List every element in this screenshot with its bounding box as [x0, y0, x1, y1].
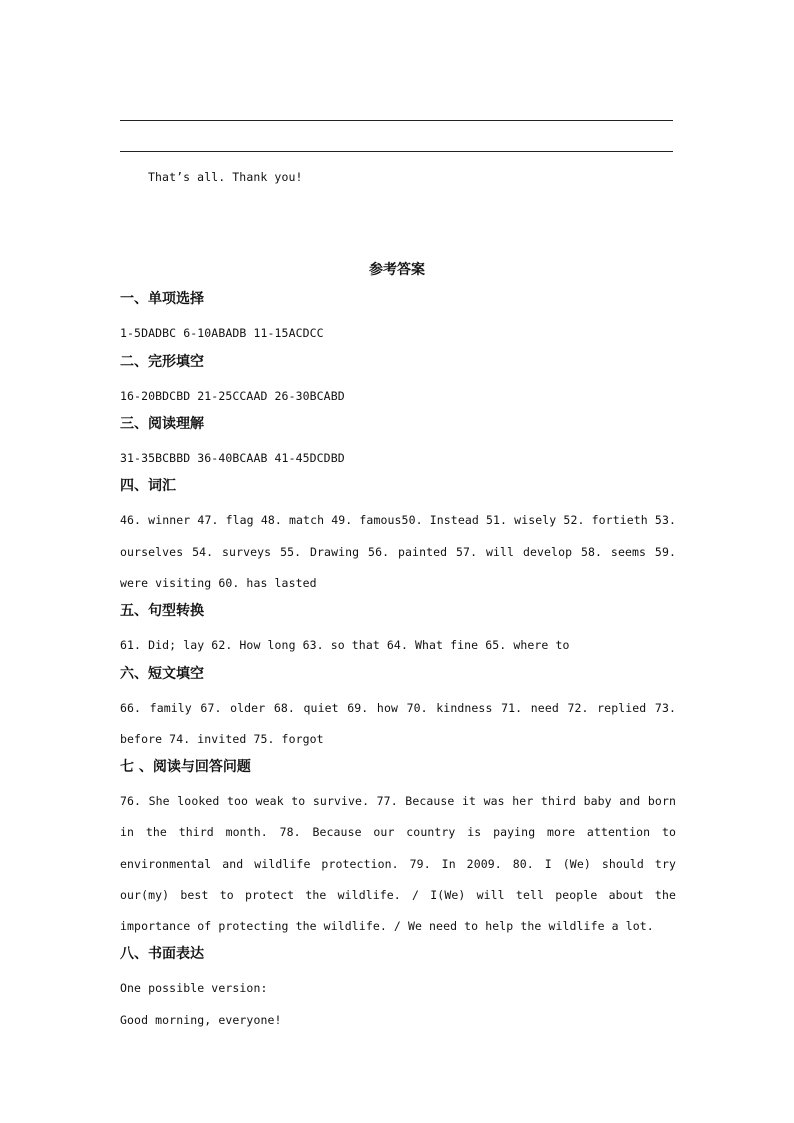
answer-line: environmental and wildlife protection. 79. In 2009. 80. I (We) should try — [120, 857, 676, 871]
answer-line: in the third month. 78. Because our country is paying more attention to — [120, 825, 676, 839]
answer-line: One possible version: — [120, 981, 268, 995]
answer-line: were visiting 60. has lasted — [120, 576, 317, 590]
answer-line: 46. winner 47. flag 48. match 49. famous50. Instead 51. wisely 52. fortieth 53. — [120, 513, 676, 527]
section-heading: 七 、阅读与回答问题 — [120, 759, 251, 775]
section-heading: 五、句型转换 — [120, 603, 204, 619]
answer-line: before 74. invited 75. forgot — [120, 732, 324, 746]
answer-line: Good morning, everyone! — [120, 1013, 282, 1027]
answer-line: ourselves 54. surveys 55. Drawing 56. painted 57. will develop 58. seems 59. — [120, 545, 676, 559]
section-heading: 一、单项选择 — [120, 291, 204, 307]
answer-line: importance of protecting the wildlife. / We need to help the wildlife a lot. — [120, 919, 654, 933]
answer-line: 61. Did; lay 62. How long 63. so that 64. What fine 65. where to — [120, 638, 570, 652]
answer-line-2 — [120, 151, 673, 152]
answer-key-title: 参考答案 — [369, 262, 425, 278]
answer-line: 1-5DADBC 6-10ABADB 11-15ACDCC — [120, 326, 324, 340]
answer-line: 66. family 67. older 68. quiet 69. how 70. kindness 71. need 72. replied 73. — [120, 701, 676, 715]
section-heading: 二、完形填空 — [120, 354, 204, 370]
answer-line-1 — [120, 120, 673, 121]
answer-line: 16-20BDCBD 21-25CCAAD 26-30BCABD — [120, 389, 345, 403]
section-heading: 八、书面表达 — [120, 946, 204, 962]
closing-text: That’s all. Thank you! — [148, 170, 303, 184]
answer-line: 76. She looked too weak to survive. 77. Because it was her third baby and born — [120, 794, 676, 808]
section-heading: 六、短文填空 — [120, 666, 204, 682]
section-heading: 三、阅读理解 — [120, 416, 204, 432]
answer-line: 31-35BCBBD 36-40BCAAB 41-45DCDBD — [120, 451, 345, 465]
answer-line: our(my) best to protect the wildlife. / I(We) will tell people about the — [120, 888, 676, 902]
section-heading: 四、词汇 — [120, 478, 176, 494]
